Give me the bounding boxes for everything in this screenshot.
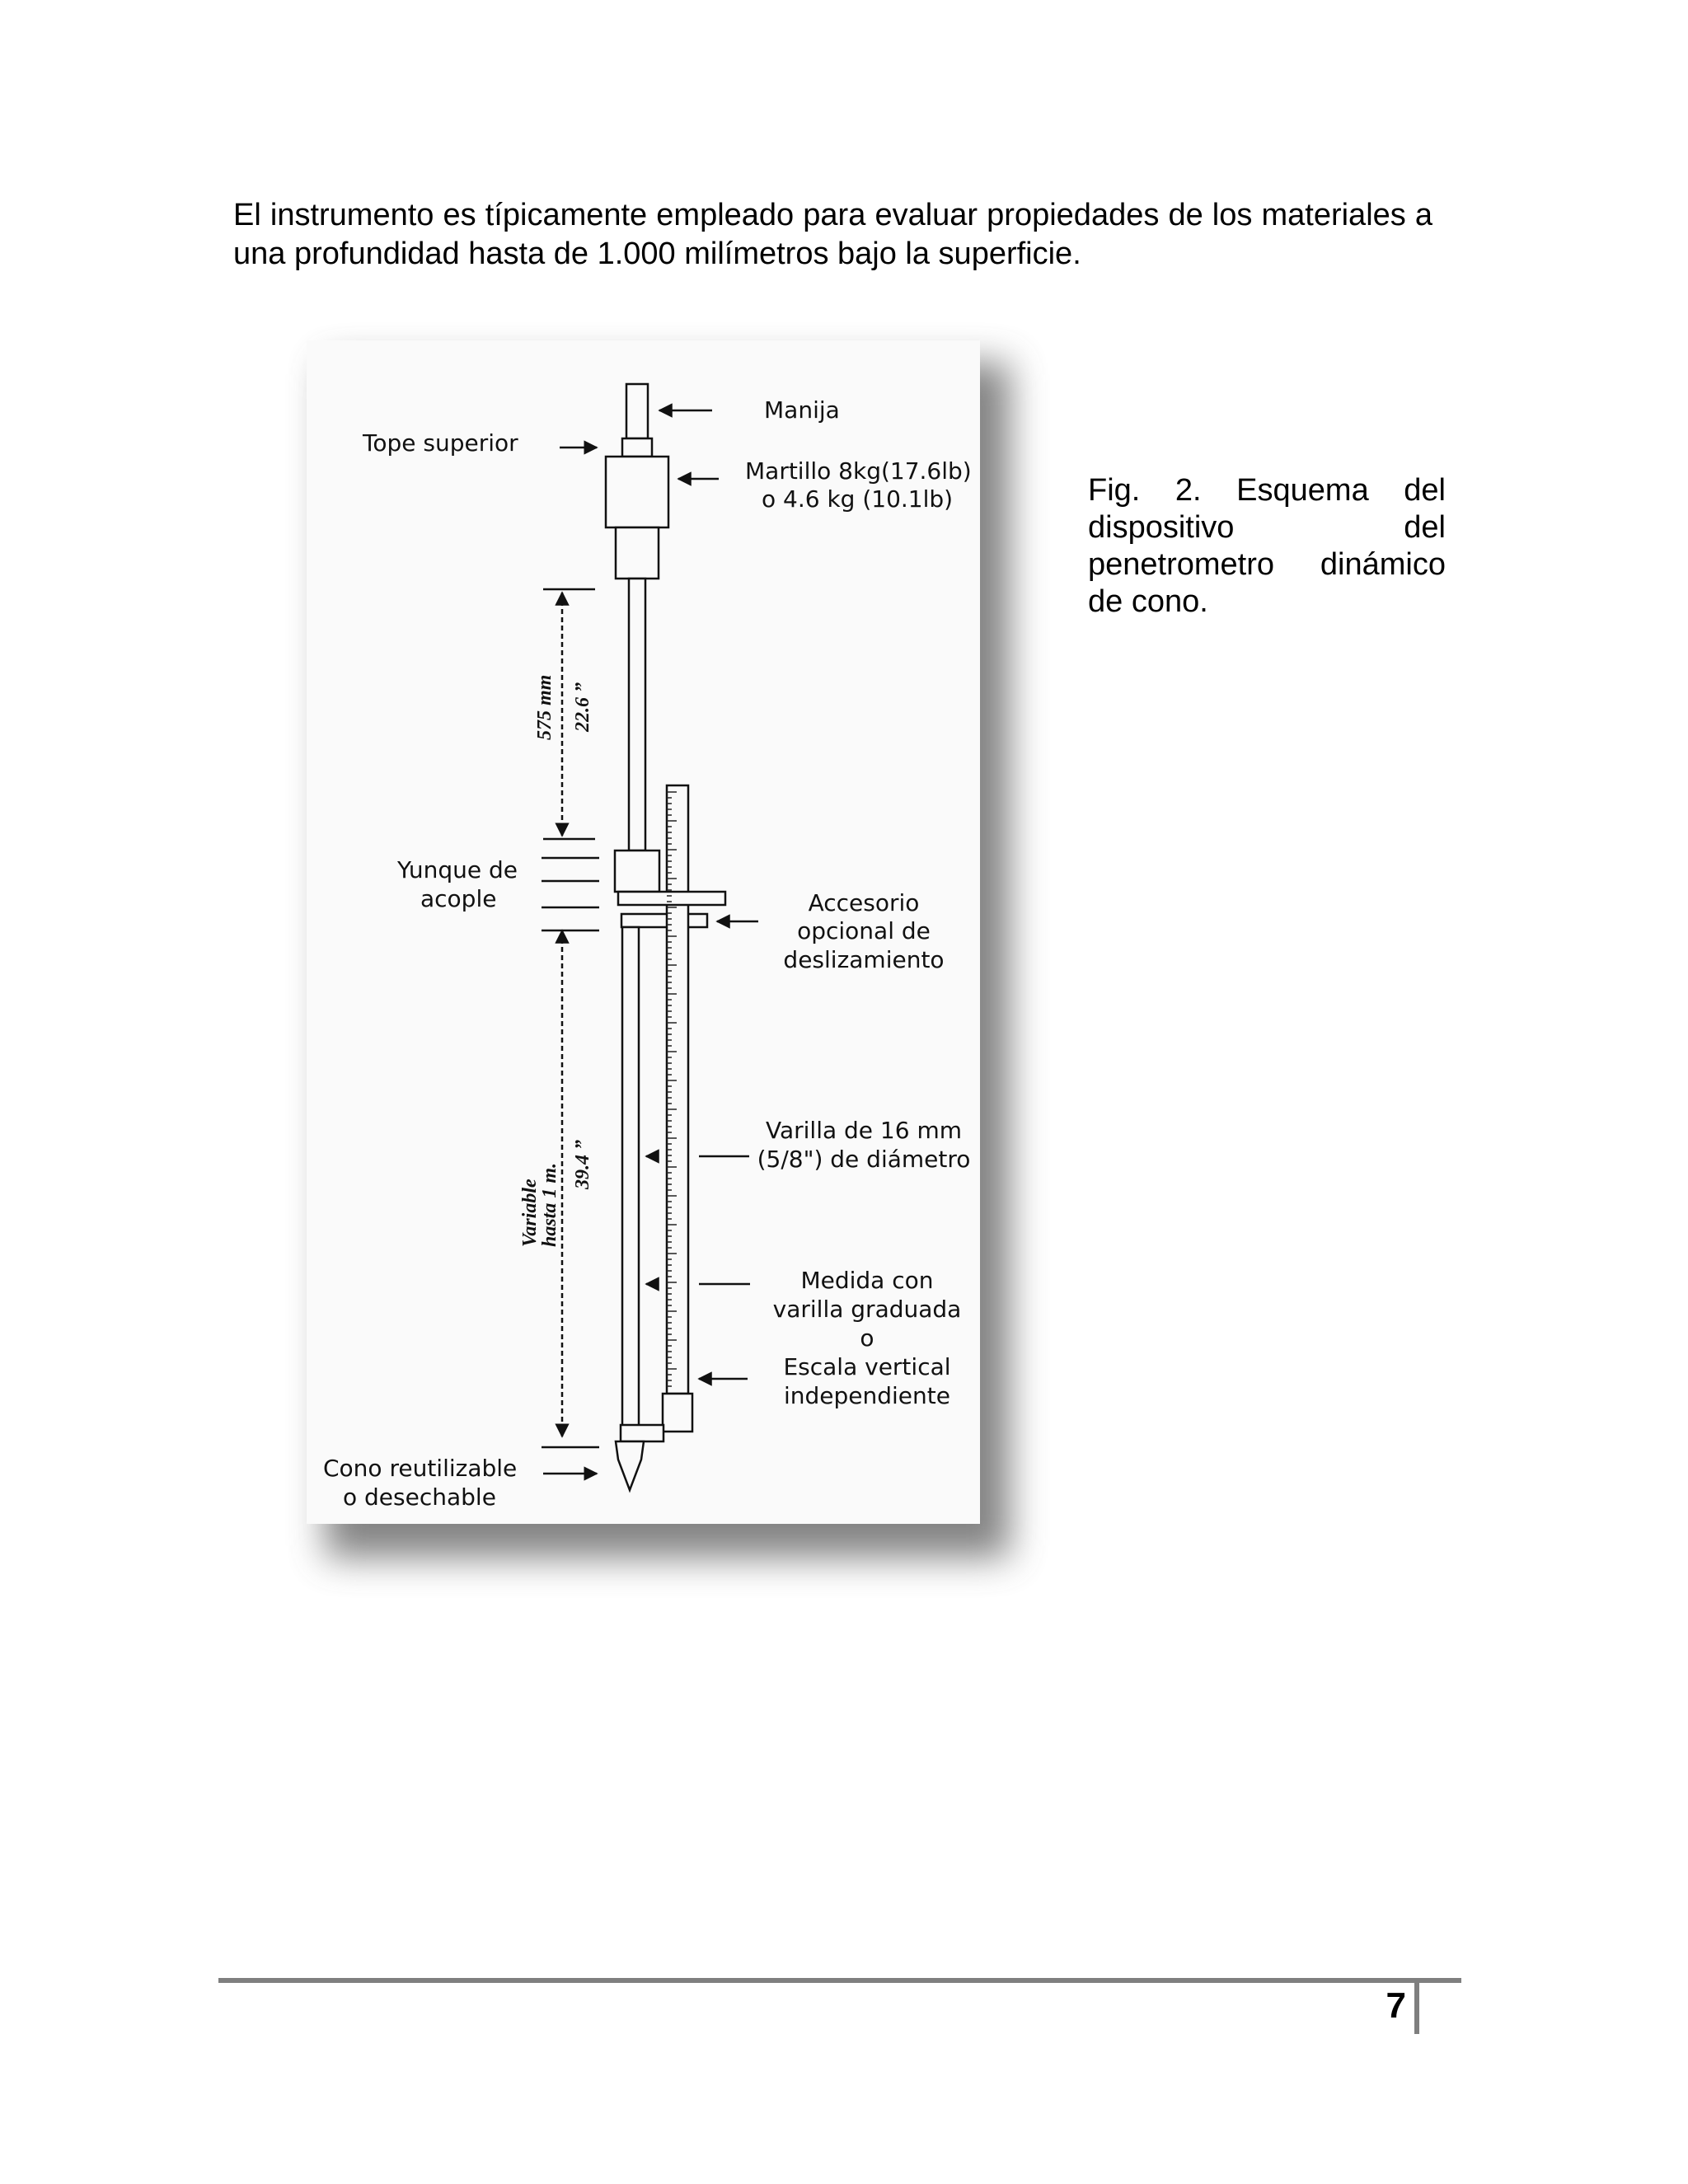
cone-shape: [616, 1441, 644, 1490]
label-accesorio-1: Accesorio: [808, 889, 920, 916]
intro-paragraph: El instrumento es típicamente empleado para evaluar propiedades de los materiales a una profundidad hasta de 1.000 milímetros bajo la superficie.: [233, 198, 1432, 271]
label-dim-22-6-in: 22.6 ”: [572, 682, 593, 732]
label-varilla-2: (5/8") de diámetro: [757, 1146, 971, 1173]
footer-bar: [1414, 1978, 1419, 2034]
label-accesorio-3: deslizamiento: [783, 946, 945, 973]
page-number: 7: [1386, 1985, 1406, 2026]
label-martillo-1: Martillo 8kg(17.6lb): [745, 457, 972, 485]
label-martillo-2: o 4.6 kg (10.1lb): [762, 485, 954, 513]
label-medida-3: o: [860, 1324, 874, 1352]
hammer-shape: [606, 457, 668, 527]
label-dim-575-mm: 575 mm: [534, 674, 556, 740]
label-medida-4: Escala vertical: [783, 1353, 951, 1380]
label-yunque-1: Yunque de: [397, 856, 518, 883]
label-dim-variable: Variable: [519, 1179, 541, 1247]
label-tope-superior: Tope superior: [363, 429, 518, 457]
label-medida-2: varilla graduada: [772, 1296, 962, 1323]
anvil-shape: [615, 851, 659, 892]
label-medida-5: independiente: [783, 1382, 951, 1409]
graduated-scale-shape: [667, 785, 688, 1394]
label-varilla-1: Varilla de 16 mm: [765, 1117, 963, 1144]
footer-rule: [218, 1978, 1461, 1983]
lower-rod-shape: [622, 927, 639, 1432]
handle-shape: [626, 384, 648, 438]
label-cono-2: o desechable: [343, 1483, 496, 1511]
label-yunque-2: acople: [420, 885, 497, 912]
label-dim-hasta: hasta 1 m.: [539, 1162, 560, 1247]
dcp-figure: [307, 340, 980, 1524]
label-manija: Manija: [764, 396, 840, 424]
top-stop-shape: [622, 438, 652, 457]
label-accesorio-2: opcional de: [797, 917, 931, 944]
label-dim-39-4-in: 39.4 ”: [572, 1140, 593, 1189]
scale-foot-shape: [663, 1394, 692, 1432]
upper-shaft-shape: [629, 579, 645, 851]
label-cono-1: Cono reutilizable: [323, 1455, 518, 1482]
dcp-diagram: [307, 340, 980, 1524]
lower-collar-shape: [621, 1425, 663, 1441]
anvil-collar-shape: [618, 892, 725, 905]
label-medida-1: Medida con: [800, 1267, 934, 1294]
sliding-attachment-shape: [621, 914, 707, 927]
figure-caption: Fig. 2. Esquema del dispositivo del penetrometro dinámico de cono.: [1088, 473, 1446, 619]
hammer-guide-shape: [616, 527, 659, 579]
